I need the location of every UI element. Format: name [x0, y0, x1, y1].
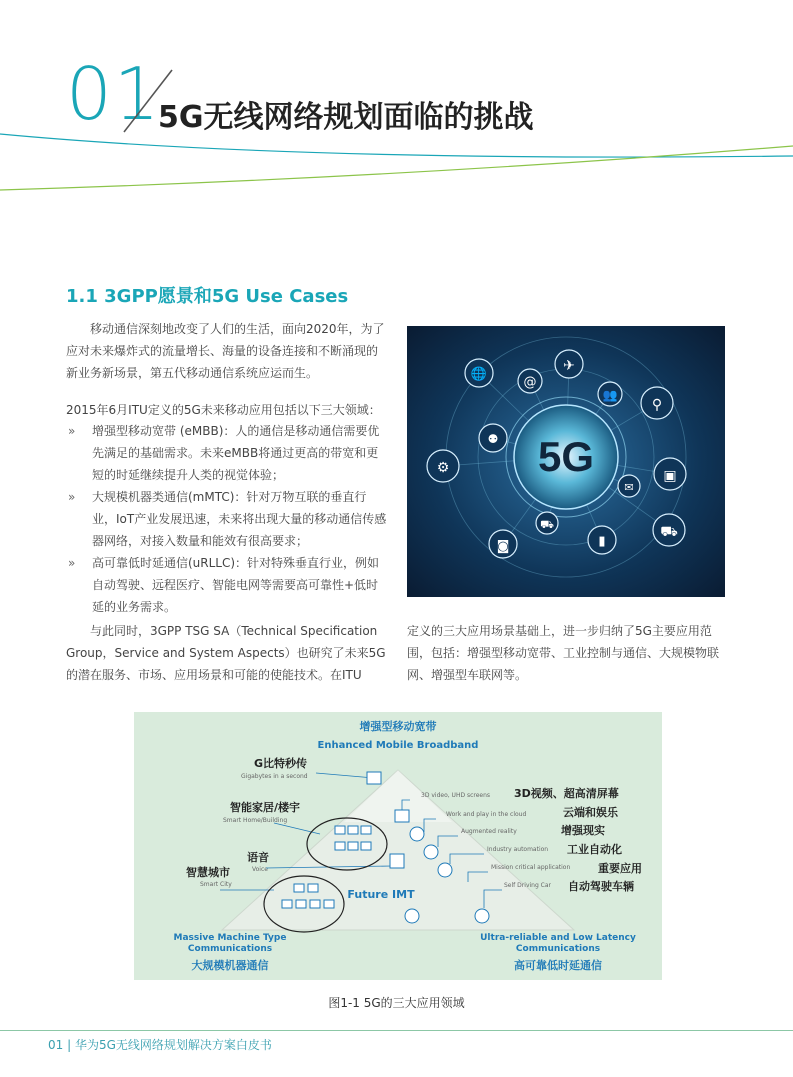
future-imt-label: Future IMT	[347, 888, 415, 901]
self-driving-car-icon	[475, 909, 489, 923]
voice-en: Voice	[252, 866, 268, 873]
mmtc-en-1: Massive Machine Type	[173, 933, 287, 943]
globe-icon: 🌐	[470, 367, 488, 382]
chat-icon: ✉	[624, 481, 634, 494]
mission-en: Mission critical application	[491, 864, 571, 871]
urllc-cn: 高可靠低时延通信	[514, 959, 602, 972]
chapter-title: 5G无线网络规划面临的挑战	[158, 100, 534, 135]
car-en: Self Driving Car	[504, 882, 552, 889]
industry-cn: 工业自动化	[567, 843, 622, 856]
city-device-icon	[310, 900, 320, 908]
5g-network-image	[407, 326, 725, 597]
header-wave-lines	[0, 110, 793, 200]
uhd-en: 3D video, UHD screens	[421, 792, 491, 799]
people-icon: 👥	[602, 388, 618, 402]
robot-arm-icon: ⚙	[436, 460, 450, 476]
footer-text: 01 | 华为5G无线网络规划解决方案白皮书	[48, 1038, 272, 1052]
city-device-icon	[324, 900, 334, 908]
smart-city-en: Smart City	[200, 881, 232, 888]
camera-icon: ◙	[496, 539, 510, 554]
mmtc-en-2: Communications	[187, 944, 273, 954]
city-device-icon	[294, 884, 304, 892]
home-device-icon	[361, 842, 371, 850]
gbps-icon	[367, 772, 381, 784]
factory-icon: ▣	[663, 468, 677, 484]
city-device-icon	[308, 884, 318, 892]
home-device-icon	[335, 842, 345, 850]
urllc-en-1: Ultra-reliable and Low Latency	[480, 933, 636, 943]
sensor-icon	[405, 909, 419, 923]
embb-en: Enhanced Mobile Broadband	[317, 740, 479, 751]
use-case-triangle-diagram	[134, 712, 662, 980]
itu-fields-list	[66, 420, 388, 618]
airplane-icon: ✈	[563, 358, 575, 374]
city-device-icon	[296, 900, 306, 908]
chapter-number: 01	[66, 52, 162, 136]
truck-icon: ⛟	[660, 524, 678, 540]
cloud-cn: 云端和娱乐	[563, 806, 618, 819]
group-icon: ⚉	[487, 432, 499, 446]
smart-city-cn: 智慧城市	[186, 866, 230, 879]
tsg-paragraph-left: 与此同时，3GPP TSG SA（Technical Specification Group，Service and System Aspects）也研究了未来5G的潜在服务、市场、应用场景和可能的使能技术。在ITU	[66, 624, 386, 682]
phone-icon	[390, 854, 404, 868]
home-device-icon	[348, 826, 358, 834]
ar-cn: 增强现实	[561, 824, 605, 837]
at-sign-icon: @	[523, 375, 537, 390]
smart-home-en: Smart Home/Building	[223, 817, 288, 824]
section-title: 1.1 3GPP愿景和5G Use Cases	[66, 286, 349, 307]
bar-chart-icon: ▮	[598, 534, 606, 549]
5g-center-label: 5G	[537, 433, 595, 480]
footer-divider	[0, 1030, 793, 1031]
ar-headset-icon	[424, 845, 438, 859]
city-device-icon	[282, 900, 292, 908]
5g-use-case-diagram	[134, 712, 662, 980]
list-item: » 高可靠低时延通信(uRLLC)：针对特殊垂直行业，例如自动驾驶、远程医疗、智能电网等需要高可靠性+低时延的业务需求。	[66, 552, 388, 618]
industry-gear-icon	[438, 863, 452, 877]
gbps-cn: G比特秒传	[254, 757, 308, 770]
car-icon: ⛟	[540, 518, 554, 531]
tsg-paragraph-right: 定义的三大应用场景基础上，进一步归纳了5G主要应用范围，包括：增强型移动宽带、工业控制与通信、大规模物联网、增强型车联网等。	[407, 624, 720, 682]
5g-network-illustration	[407, 326, 725, 597]
list-item: » 大规模机器类通信(mMTC)：针对万物互联的垂直行业，IoT产业发展迅速，未来将出现大量的移动通信传感器网络，对接入数量和能效有很高要求；	[66, 486, 388, 552]
embb-cn: 增强型移动宽带	[359, 720, 437, 733]
car-cn: 自动驾驶车辆	[568, 880, 634, 893]
smart-home-cn: 智能家居/楼宇	[230, 801, 301, 814]
home-device-icon	[335, 826, 345, 834]
mission-cn: 重要应用	[598, 862, 642, 875]
gbps-en: Gigabytes in a second	[241, 773, 308, 780]
itu-fields-intro: 2015年6月ITU定义的5G未来移动应用包括以下三大领域：	[66, 403, 381, 417]
ar-en: Augmented reality	[461, 828, 517, 835]
cloud-game-icon	[410, 827, 424, 841]
uhd-cn: 3D视频、超高清屏幕	[514, 787, 619, 800]
home-device-icon	[361, 826, 371, 834]
figure-caption: 图1-1 5G的三大应用领域	[328, 996, 465, 1010]
cloud-en: Work and play in the cloud	[446, 811, 527, 818]
industry-en: Industry automation	[487, 846, 549, 853]
intro-paragraph: 移动通信深刻地改变了人们的生活，面向2020年，为了应对未来爆炸式的流量增长、海量的设备连接和不断涌现的新业务新场景，第五代移动通信系统应运而生。	[66, 322, 385, 380]
uhd-screen-icon	[395, 810, 409, 822]
list-item: » 增强型移动宽带 (eMBB)：人的通信是移动通信需要优先满足的基础需求。未来eMBB将通过更高的带宽和更短的时延继续提升人类的视觉体验；	[66, 420, 388, 486]
voice-cn: 语音	[247, 851, 269, 864]
location-pin-icon: ⚲	[651, 397, 663, 413]
home-device-icon	[348, 842, 358, 850]
urllc-en-2: Communications	[515, 944, 601, 954]
mmtc-cn: 大规模机器通信	[191, 959, 269, 972]
